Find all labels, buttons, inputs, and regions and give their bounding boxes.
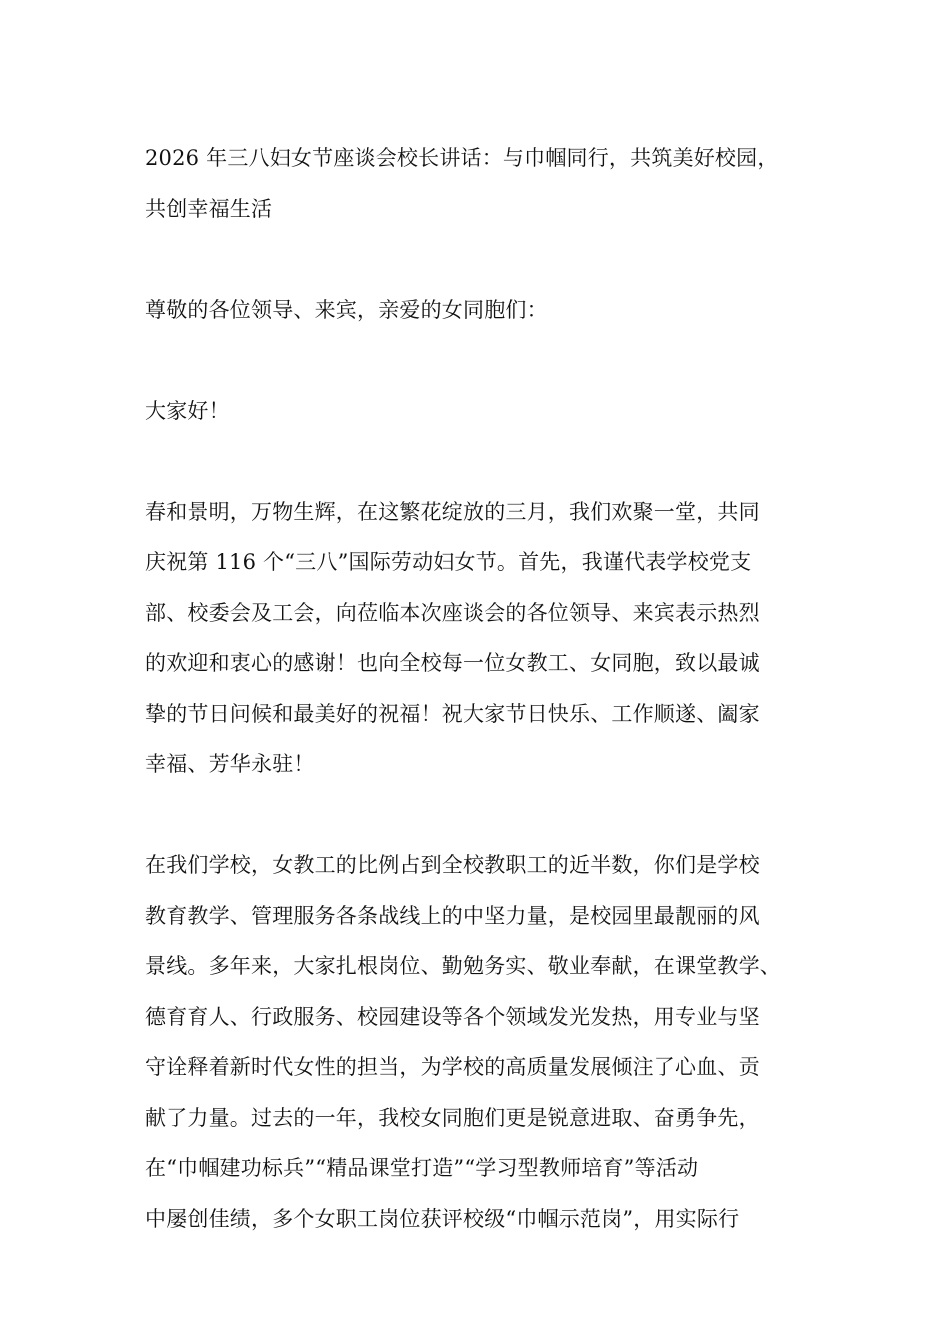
paragraph-line: 德育育人、行政服务、校园建设等各个领域发光发热，用专业与坚: [145, 1004, 760, 1029]
paragraph-line: 在“巾帼建功标兵”“精品课堂打造”“学习型教师培育”等活动: [145, 1156, 699, 1180]
blank-line: [145, 790, 835, 841]
paragraph-2: [145, 840, 835, 1244]
paragraph-line: 守诠释着新时代女性的担当，为学校的高质量发展倾注了心血、贡: [145, 1055, 760, 1079]
salutation: 尊敬的各位领导、来宾，亲爱的女同胞们：: [145, 297, 548, 322]
blank-line: [145, 436, 835, 487]
paragraph-line: 幸福、芳华永驻！: [145, 752, 315, 776]
blank-line: [145, 335, 835, 386]
paragraph-line: 教育教学、管理服务各条战线上的中坚力量，是校园里最靓丽的风: [145, 903, 760, 928]
paragraph-line: 春和景明，万物生辉，在这繁花绽放的三月，我们欢聚一堂，共同: [145, 499, 760, 524]
paragraph-line: 献了力量。过去的一年，我校女同胞们更是锐意进取、奋勇争先，: [145, 1105, 760, 1130]
paragraph-line: 的欢迎和衷心的感谢！也向全校每一位女教工、女同胞，致以最诚: [145, 651, 760, 675]
document-body: [145, 133, 835, 1244]
paragraph-1: [145, 487, 835, 790]
paragraph-line: 庆祝第 116 个“三八”国际劳动妇女节。首先，我谨代表学校党支: [145, 550, 752, 574]
paragraph-line: 部、校委会及工会，向莅临本次座谈会的各位领导、来宾表示热烈: [145, 600, 760, 625]
greeting: 大家好！: [145, 398, 230, 423]
paragraph-line: 景线。多年来，大家扎根岗位、勤勉务实、敬业奉献，在课堂教学、: [145, 954, 781, 978]
paragraph-line: 在我们学校，女教工的比例占到全校教职工的近半数，你们是学校: [145, 853, 760, 877]
document-title-line-1: 2026 年三八妇女节座谈会校长讲话：与巾帼同行，共筑美好校园，: [145, 146, 779, 170]
paragraph-line: 挚的节日问候和最美好的祝福！祝大家节日快乐、工作顺遂、阖家: [145, 701, 760, 726]
paragraph-line: 中屡创佳绩，多个女职工岗位获评校级“巾帼示范岗”，用实际行: [145, 1206, 740, 1231]
blank-line: [145, 234, 835, 285]
document-title-line-2: 共创幸福生活: [145, 196, 273, 221]
